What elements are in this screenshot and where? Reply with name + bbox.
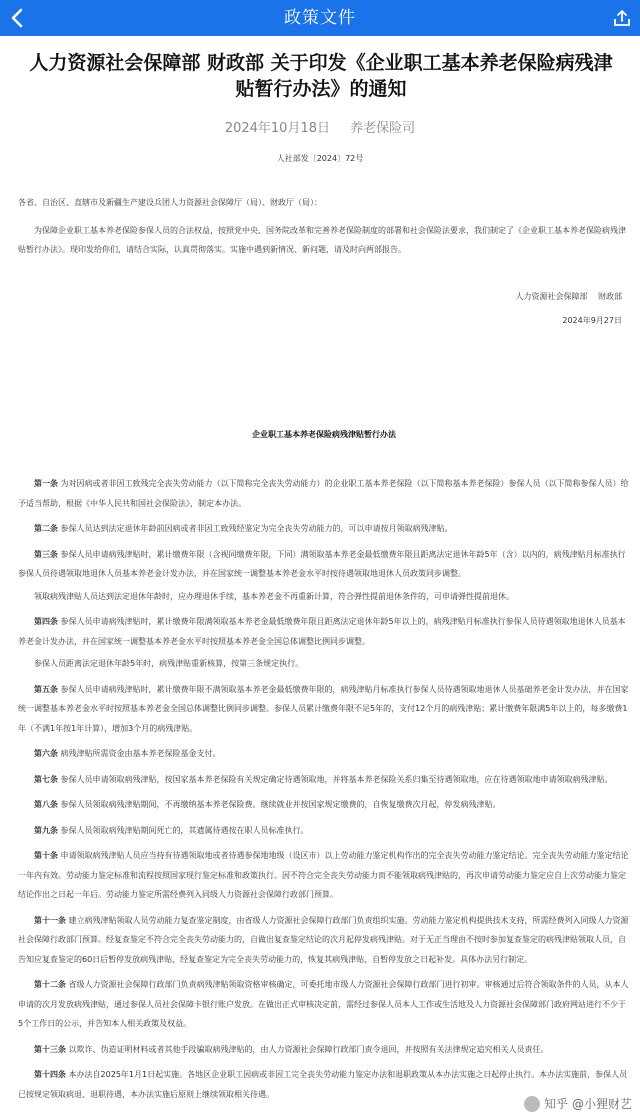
measures-articles xyxy=(18,468,630,1104)
share-button[interactable] xyxy=(612,8,632,28)
article-text: 病残津贴所需资金由基本养老保险基金支付。 xyxy=(60,749,221,758)
article-paragraph xyxy=(18,846,630,905)
measures-title: 企业职工基本养老保险病残津贴暂行办法 xyxy=(252,430,396,439)
source-department: 养老保险司 xyxy=(350,121,416,136)
notice-body: 为保障企业职工基本养老保险参保人员的合法权益，按照党中央、国务院改革和完善养老保险制度的部署和社会保险法要求，我们制定了《企业职工基本养老保险病残津贴暂行办法》。现印发给你们，请结合实际，认真贯彻落实。实施中遇到新情况、新问题，请及时向两部报告。 xyxy=(18,225,626,254)
article-label: 第八条 xyxy=(34,800,58,809)
notice-signers: 人力资源社会保障部 财政部 xyxy=(515,292,622,301)
zhihu-logo-icon xyxy=(524,1096,540,1112)
article-label: 第四条 xyxy=(34,617,58,626)
top-nav-bar xyxy=(0,0,640,36)
notice-section xyxy=(18,193,630,260)
article-label: 第九条 xyxy=(34,825,58,835)
article-text: 为对因病或者非因工致残完全丧失劳动能力（以下简称完全丧失劳动能力）的企业职工基本养老保险（以下简称基本养老保险）参保人员（以下简称参保人员）给予适当帮助，根据《中华人民共和国社会保险法》，制定本办法。 xyxy=(18,479,629,508)
notice-addressee: 各省、自治区、直辖市及新疆生产建设兵团人力资源社会保障厅（局）、财政厅（局）： xyxy=(18,198,322,207)
article-text: 参保人员申请领取病残津贴，按国家基本养老保险有关规定确定待遇领取地，并将基本养老保险关系归集至待遇领取地，应在待遇领取地申请领取病残津贴。 xyxy=(60,774,613,784)
article-paragraph xyxy=(18,911,630,970)
article-paragraph xyxy=(18,680,630,739)
watermark-text: 知乎 @小狸财艺 xyxy=(544,1097,632,1111)
article-label: 第十二条 xyxy=(34,980,66,989)
article-text: 参保人员领取病残津贴期间死亡的，其遗属待遇按在职人员标准执行。 xyxy=(60,825,309,835)
article-label: 第七条 xyxy=(34,774,58,784)
nav-title: 政策文件 xyxy=(284,8,356,28)
article-text: 以欺诈、伪造证明材料或者其他手段骗取病残津贴的，由人力资源社会保障行政部门责令退回，并按照有关法律规定追究相关人员责任。 xyxy=(68,1044,549,1054)
notice-sign-date: 2024年9月27日 xyxy=(562,315,622,325)
article-paragraph xyxy=(18,975,630,1034)
publish-date: 2024年10月18日 xyxy=(224,121,330,136)
watermark xyxy=(524,1095,632,1112)
document-number: 人社部发〔2024〕72号 xyxy=(276,154,364,163)
article-label: 第十四条 xyxy=(34,1070,66,1079)
article-text: 领取病残津贴人员达到法定退休年龄时，应办理退休手续，基本养老金不再重新计算，符合弹性提前退休条件的，可申请弹性提前退休。 xyxy=(34,591,514,601)
article-paragraph xyxy=(18,770,630,790)
article-paragraph xyxy=(18,612,630,651)
article-text: 建立病残津贴领取人员劳动能力复查鉴定制度，由省级人力资源社会保障行政部门负责组织实施。劳动能力鉴定机构提供技术支持，所需经费列入同级人力资源社会保障行政部门预算。经复查鉴定不符合完全丧失劳动能力的，自做出复查鉴定结论的次月起停发病残津贴。对于无正当理由不按时参加复查鉴定的病残津贴领取人员，自告知应复查鉴定的60日后暂停发放病残津贴，经复查鉴定为完全丧失劳动能力的，恢复其病残津贴，自暂停发放之日起补发。具体办法另行制定。 xyxy=(18,915,629,964)
article-label: 第十条 xyxy=(34,851,58,860)
article-meta xyxy=(0,117,640,136)
article-text: 参保人员申请病残津贴时，累计缴费年限不满领取基本养老金最低缴费年限的，病残津贴月标准执行参保人员待遇领取地退休人员基础养老金计发办法，并在国家统一调整基本养老金水平时按照基本养老金全国总体调整比例同步调整。参保人员累计缴费年限不足5年的，支付12个月的病残津贴；累计缴费年限满5年以上的，每多缴费1年（不满1年按1年计算），增加3个月的病残津贴。 xyxy=(18,684,629,733)
article-text: 参保人员申请病残津贴时，累计缴费年限满领取基本养老金最低缴费年限且距离法定退休年龄5年以上的，病残津贴月标准执行参保人员待遇领取地退休人员基本养老金计发办法，并在国家统一调整基本养老金水平时按照基本养老金全国总体调整比例同步调整。 xyxy=(18,617,626,646)
article-paragraph xyxy=(18,545,630,584)
article-paragraph xyxy=(18,1040,630,1060)
article-headline: 人力资源社会保障部 财政部 关于印发《企业职工基本养老保险病残津贴暂行办法》的通知 xyxy=(29,52,613,100)
article-paragraph xyxy=(18,795,630,815)
share-icon xyxy=(612,8,632,28)
article-paragraph xyxy=(18,821,630,841)
notice-signature xyxy=(18,287,630,330)
article-paragraph xyxy=(18,744,630,764)
article-label: 第十三条 xyxy=(34,1044,66,1054)
article-label: 第六条 xyxy=(34,749,58,758)
article-paragraph xyxy=(18,519,630,539)
article-label: 第五条 xyxy=(34,684,58,694)
article-text: 参保人员达到法定退休年龄前因病或者非因工致残经鉴定为完全丧失劳动能力的，可以申请按月领取病残津贴。 xyxy=(60,524,453,533)
article-label: 第三条 xyxy=(34,549,58,559)
article-label: 第十一条 xyxy=(34,915,66,925)
article-paragraph xyxy=(18,474,630,513)
article-subparagraph xyxy=(18,587,630,607)
article-label: 第二条 xyxy=(34,524,58,533)
article-text: 申请领取病残津贴人员应当持有待遇领取地或者待遇参保地地级（设区市）以上劳动能力鉴定机构作出的完全丧失劳动能力鉴定结论。完全丧失劳动能力鉴定结论一年内有效。劳动能力鉴定标准和流程按照国家现行鉴定标准和政策执行。因不符合完全丧失劳动能力而不能领取病残津贴的，再次申请劳动能力鉴定应自上次劳动能力鉴定结论作出之日起一年后。劳动能力鉴定所需经费列入同级人力资源社会保障行政部门预算。 xyxy=(18,851,629,899)
article-text: 本办法自2025年1月1日起实施。各地区企业职工因病或非因工完全丧失劳动能力鉴定办法和退职政策从本办法实施之日起停止执行。本办法实施前，参保人员已按规定领取病退、退职待遇，本办法实施后原则上继续领取相关待遇。 xyxy=(18,1070,628,1099)
article-subparagraph xyxy=(18,654,630,674)
article-text: 参保人员距离法定退休年龄5年时，病残津贴重新核算，按第三条规定执行。 xyxy=(34,659,304,668)
article-text: 参保人员领取病残津贴期间，不再缴纳基本养老保险费。继续就业并按国家规定缴费的，自恢复缴费次月起，停发病残津贴。 xyxy=(60,800,501,809)
article-text: 省级人力资源社会保障行政部门负责病残津贴领取资格审核确定，可委托地市级人力资源社会保障行政部门进行初审。审核通过后符合领取条件的人员，从本人申请的次月发放病残津贴，通过参保人员社会保障卡银行账户发放。在做出正式审核决定前，需经过参保人员本人工作或生活地及人力资源社会保障部门政府网站进行不少于5个工作日的公示，并告知本人相关政策及权益。 xyxy=(18,980,629,1028)
article-label: 第一条 xyxy=(34,479,58,488)
article-text: 参保人员申请病残津贴时，累计缴费年限（含视同缴费年限，下同）满领取基本养老金最低缴费年限且距离法定退休年龄5年（含）以内的，病残津贴月标准执行参保人员待遇领取地退休人员基本养老金计发办法，并在国家统一调整基本养老金水平时按待遇领取地退休人员政策同步调整。 xyxy=(18,549,626,578)
